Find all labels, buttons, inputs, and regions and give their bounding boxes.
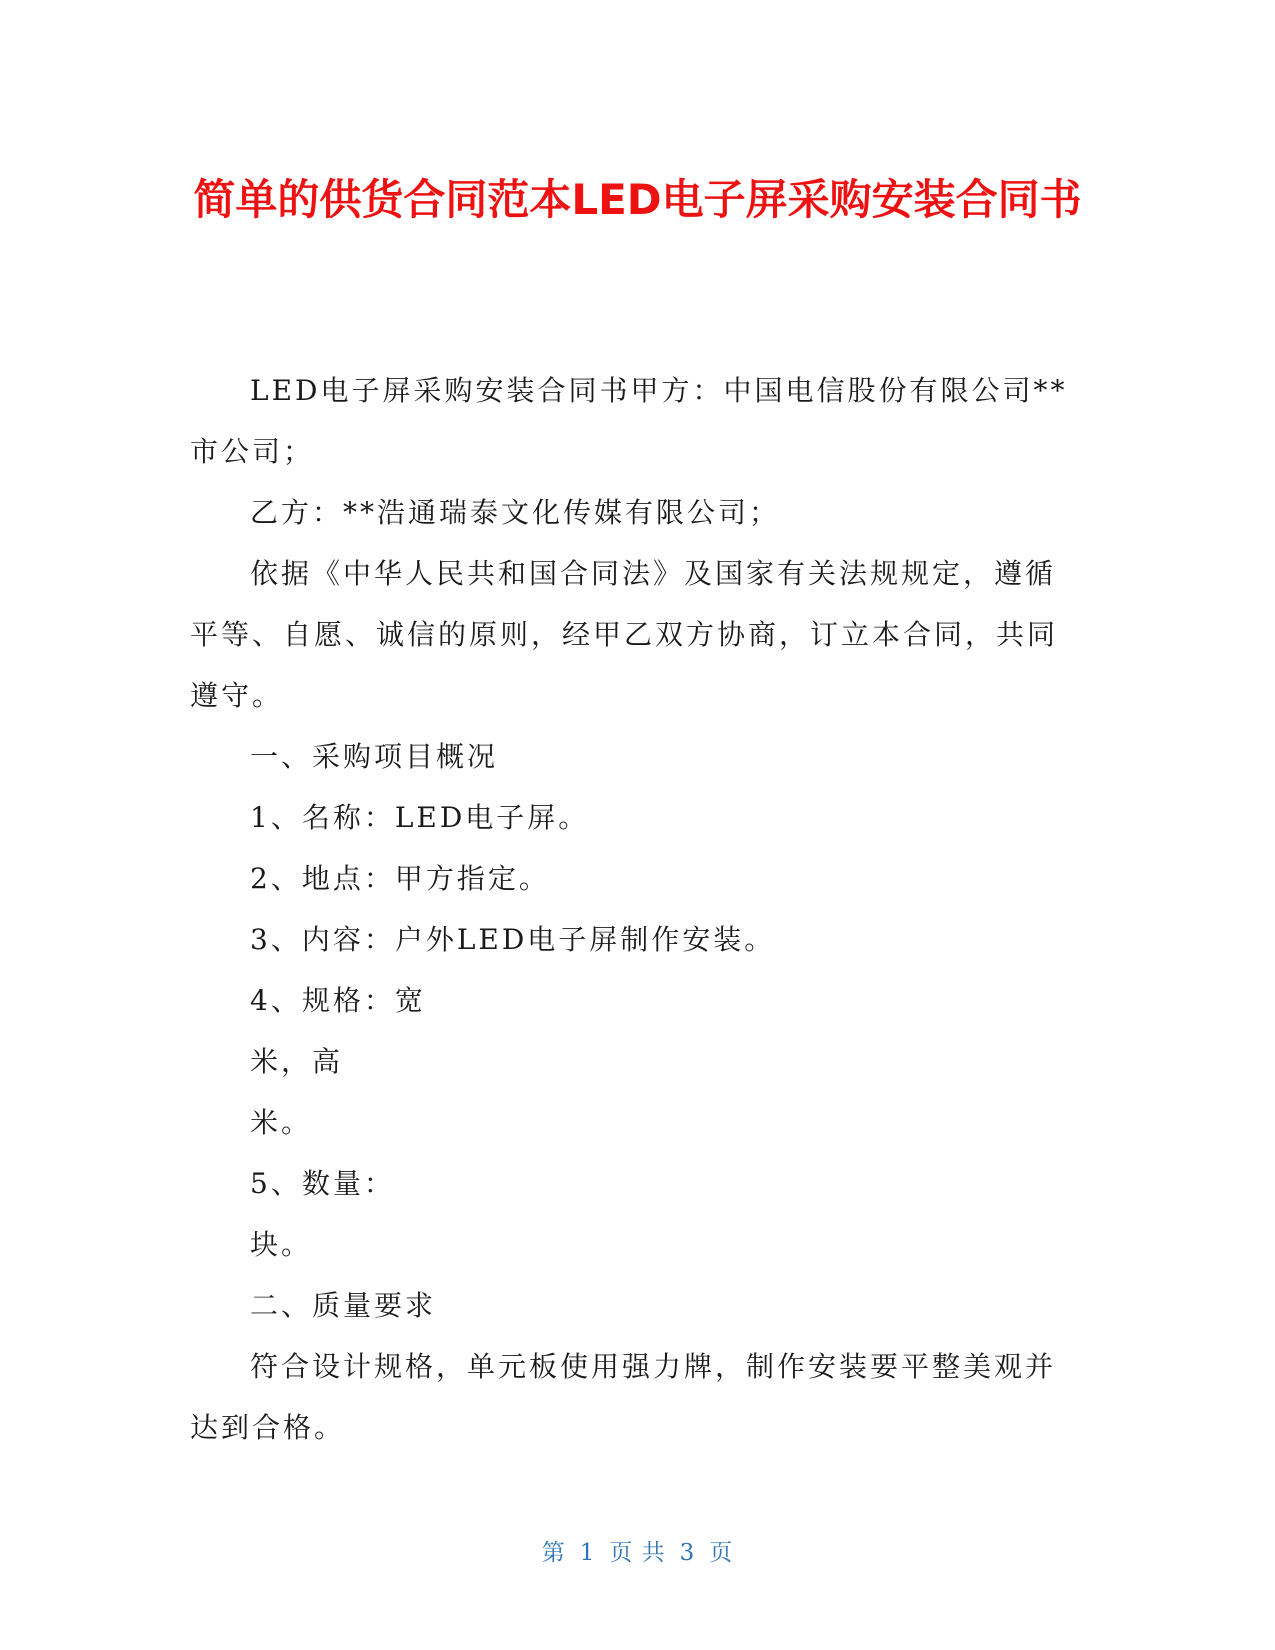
list-item-spec: 4、规格：宽 xyxy=(250,984,426,1017)
footer-prefix: 第 xyxy=(541,1540,566,1566)
list-item-content: 3、内容：户外LED电子屏制作安装。 xyxy=(250,923,776,956)
list-item-spec-height: 米，高 xyxy=(250,1045,344,1078)
paragraph-party-a: LED电子屏采购安装合同书甲方：中国电信股份有限公司**市公司； xyxy=(190,374,1068,468)
list-item-quantity-unit: 块。 xyxy=(250,1228,313,1261)
page-number-footer xyxy=(0,1534,1275,1567)
list-item-name: 1、名称：LED电子屏。 xyxy=(250,801,590,834)
section-heading-quality: 二、质量要求 xyxy=(250,1289,437,1322)
list-item-spec-end: 米。 xyxy=(250,1106,313,1139)
list-item-quantity: 5、数量： xyxy=(250,1167,395,1200)
paragraph-preamble: 依据《中华人民共和国合同法》及国家有关法规规定，遵循平等、自愿、诚信的原则，经甲乙双方协商，订立本合同，共同遵守。 xyxy=(190,557,1059,712)
footer-suffix: 页 xyxy=(709,1540,734,1566)
document-title: 简单的供货合同范本LED电子屏采购安装合同书 xyxy=(193,175,1082,224)
footer-mid: 页 共 xyxy=(609,1540,666,1566)
list-item-location: 2、地点：甲方指定。 xyxy=(250,862,550,895)
footer-total-pages: 3 xyxy=(679,1540,696,1566)
paragraph-party-b: 乙方：**浩通瑞泰文化传媒有限公司； xyxy=(250,496,781,529)
footer-current-page: 1 xyxy=(579,1540,596,1566)
document-body xyxy=(190,360,1075,1458)
paragraph-quality: 符合设计规格，单元板使用强力牌，制作安装要平整美观并达到合格。 xyxy=(190,1350,1057,1444)
section-heading-overview: 一、采购项目概况 xyxy=(250,740,499,773)
